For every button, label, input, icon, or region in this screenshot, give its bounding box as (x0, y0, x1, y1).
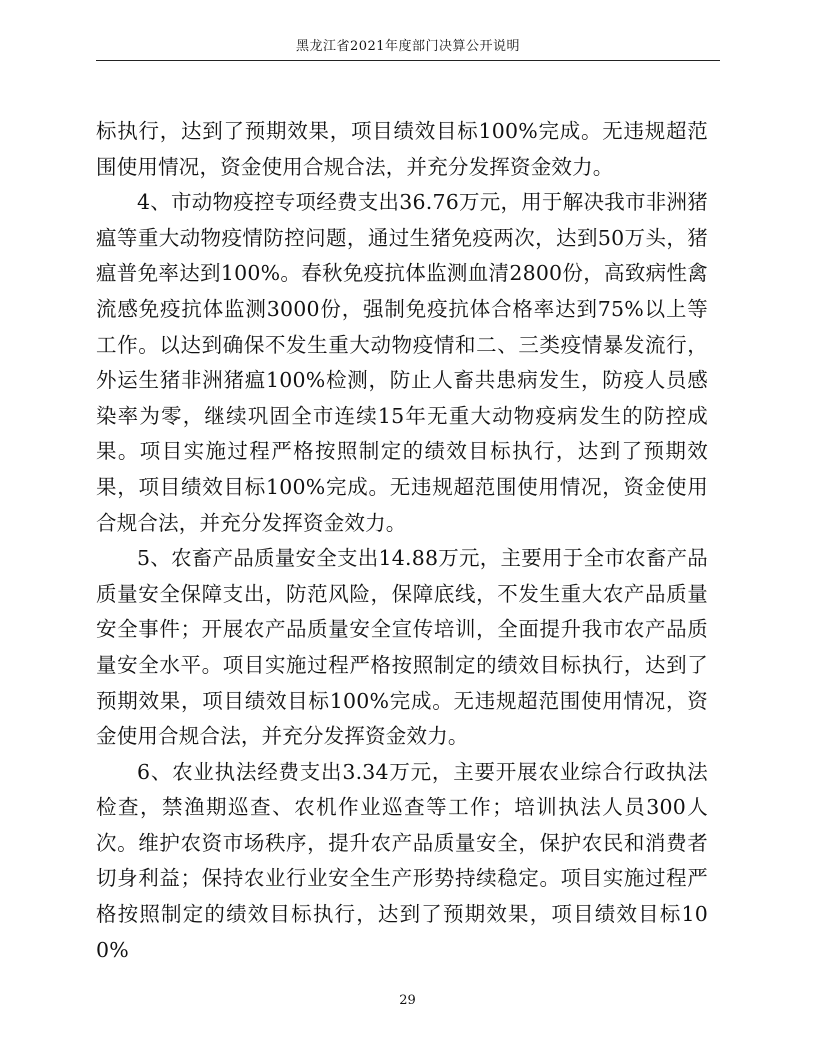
paragraph-item-6: 6、农业执法经费支出3.34万元，主要开展农业综合行政执法检查，禁渔期巡查、农机作业巡查等工作；培训执法人员300人次。维护农资市场秩序，提升农产品质量安全，保护农民和消费者切身利益；保持农业行业安全生产形势持续稳定。项目实施过程严格按照制定的绩效目标执行，达到了预期效果，项目绩效目标100% (96, 759, 708, 962)
page-header (96, 34, 720, 61)
paragraph-continuation: 标执行，达到了预期效果，项目绩效目标100%完成。无违规超范围使用情况，资金使用合规合法，并充分发挥资金效力。 (96, 119, 708, 179)
header-title: 黑龙江省2021年度部门决算公开说明 (295, 39, 521, 54)
paragraph-item-5: 5、农畜产品质量安全支出14.88万元，主要用于全市农畜产品质量安全保障支出，防范风险，保障底线，不发生重大农产品质量安全事件；开展农产品质量安全宣传培训，全面提升我市农产品质量安全水平。项目实施过程严格按照制定的绩效目标执行，达到了预期效果，项目绩效目标100%完成。无违规超范围使用情况，资金使用合规合法，并充分发挥资金效力。 (96, 546, 708, 749)
document-body (96, 114, 708, 968)
page-number: 29 (399, 993, 416, 1008)
paragraph-item-4: 4、市动物疫控专项经费支出36.76万元，用于解决我市非洲猪瘟等重大动物疫情防控问题，通过生猪免疫两次，达到50万头，猪瘟普免率达到100%。春秋免疫抗体监测血清2800份，高致病性禽流感免疫抗体监测3000份，强制免疫抗体合格率达到75%以上等工作。以达到确保不发生重大动物疫情和二、三类疫情暴发流行，外运生猪非洲猪瘟100%检测，防止人畜共患病发生，防疫人员感染率为零，继续巩固全市连续15年无重大动物疫病发生的防控成果。项目实施过程严格按照制定的绩效目标执行，达到了预期效果，项目绩效目标100%完成。无违规超范围使用情况，资金使用合规合法，并充分发挥资金效力。 (96, 190, 708, 535)
page-footer (0, 992, 815, 1010)
